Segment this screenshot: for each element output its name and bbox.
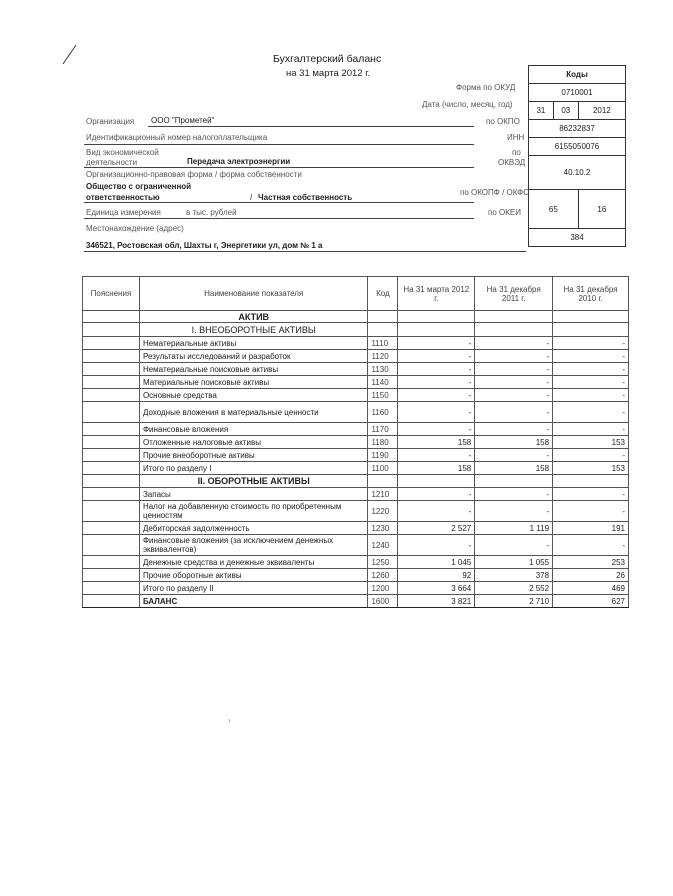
row-name: Итого по разделу I xyxy=(139,462,368,475)
okpo-value: 86232837 xyxy=(529,120,626,138)
empty-cell xyxy=(553,311,629,323)
notes-cell xyxy=(83,449,140,462)
col-header-notes: Пояснения xyxy=(83,277,140,311)
pen-mark xyxy=(60,42,80,66)
inn-label: ИНН xyxy=(507,133,525,142)
activity-value: Передача электроэнергии xyxy=(187,157,291,166)
col-header-2012: На 31 марта 2012 г. xyxy=(398,277,475,311)
row-name: Отложенные налоговые активы xyxy=(139,436,368,449)
okopf-value: 65 xyxy=(529,190,579,229)
value-2011: - xyxy=(475,350,553,363)
row-code: 1150 xyxy=(368,389,398,402)
value-2010: 153 xyxy=(553,462,629,475)
stray-mark: › xyxy=(228,716,231,725)
value-2012: 2 527 xyxy=(398,522,475,535)
value-2011: 2 552 xyxy=(475,582,553,595)
table-row xyxy=(83,595,629,608)
table-row xyxy=(83,522,629,535)
row-code: 1110 xyxy=(368,337,398,350)
row-code: 1240 xyxy=(368,535,398,556)
row-code: 1120 xyxy=(368,350,398,363)
value-2012: 1 045 xyxy=(398,556,475,569)
value-2010: - xyxy=(553,363,629,376)
row-name: Результаты исследований и разработок xyxy=(139,350,368,363)
table-row xyxy=(83,436,629,449)
inn-underline xyxy=(84,144,474,145)
row-code: 1220 xyxy=(368,501,398,522)
row-name: Итого по разделу II xyxy=(139,582,368,595)
value-2011: - xyxy=(475,363,553,376)
col-header-code: Код xyxy=(368,277,398,311)
org-name: ООО "Прометей" xyxy=(151,116,215,125)
notes-cell xyxy=(83,337,140,350)
table-row xyxy=(83,350,629,363)
value-2010: - xyxy=(553,376,629,389)
table-row xyxy=(83,501,629,522)
empty-cell xyxy=(368,323,398,337)
row-code: 1190 xyxy=(368,449,398,462)
row-name: Финансовые вложения xyxy=(139,423,368,436)
row-name: Нематериальные поисковые активы xyxy=(139,363,368,376)
table-row xyxy=(83,569,629,582)
okfs-value: 16 xyxy=(578,190,625,229)
date-year: 2012 xyxy=(578,102,625,120)
value-2010: 153 xyxy=(553,436,629,449)
notes-cell xyxy=(83,323,140,337)
notes-cell xyxy=(83,475,140,488)
section-1-heading-row xyxy=(83,323,629,337)
notes-cell xyxy=(83,350,140,363)
value-2012: - xyxy=(398,402,475,423)
value-2011: - xyxy=(475,423,553,436)
value-2011: 158 xyxy=(475,436,553,449)
empty-cell xyxy=(553,323,629,337)
okud-value: 0710001 xyxy=(529,84,626,102)
value-2012: - xyxy=(398,376,475,389)
value-2012: - xyxy=(398,423,475,436)
notes-cell xyxy=(83,423,140,436)
row-code: 1260 xyxy=(368,569,398,582)
value-2011: 378 xyxy=(475,569,553,582)
row-name: БАЛАНС xyxy=(139,595,368,608)
value-2011: - xyxy=(475,376,553,389)
table-row xyxy=(83,363,629,376)
notes-cell xyxy=(83,462,140,475)
row-code: 1180 xyxy=(368,436,398,449)
notes-cell xyxy=(83,501,140,522)
legal-form-line-1: Общество с ограниченной xyxy=(86,182,192,191)
row-code: 1100 xyxy=(368,462,398,475)
row-code: 1160 xyxy=(368,402,398,423)
notes-cell xyxy=(83,389,140,402)
row-code: 1230 xyxy=(368,522,398,535)
page-title: Бухгалтерский баланс xyxy=(273,53,382,65)
empty-cell xyxy=(553,475,629,488)
section-title: I. ВНЕОБОРОТНЫЕ АКТИВЫ xyxy=(139,323,368,337)
unit-label: Единица измерения xyxy=(86,208,161,217)
value-2011: - xyxy=(475,337,553,350)
table-row xyxy=(83,402,629,423)
section-title: АКТИВ xyxy=(139,311,368,323)
address-label: Местонахождение (адрес) xyxy=(86,224,184,233)
table-row xyxy=(83,462,629,475)
balance-table xyxy=(82,276,629,608)
notes-cell xyxy=(83,363,140,376)
notes-cell xyxy=(83,582,140,595)
table-row xyxy=(83,535,629,556)
empty-cell xyxy=(368,475,398,488)
notes-cell xyxy=(83,569,140,582)
okei-value: 384 xyxy=(529,229,626,247)
inn-value: 6155050076 xyxy=(529,138,626,156)
notes-cell xyxy=(83,595,140,608)
table-row xyxy=(83,582,629,595)
value-2012: 3 664 xyxy=(398,582,475,595)
okei-label: по ОКЕИ xyxy=(488,208,521,217)
org-label: Организация xyxy=(86,117,135,126)
row-code: 1250 xyxy=(368,556,398,569)
notes-cell xyxy=(83,311,140,323)
empty-cell xyxy=(398,475,475,488)
row-name: Денежные средства и денежные эквиваленты xyxy=(139,556,368,569)
codes-box xyxy=(528,65,626,247)
value-2012: - xyxy=(398,350,475,363)
value-2010: - xyxy=(553,535,629,556)
legal-form-label: Организационно-правовая форма / форма собственности xyxy=(86,170,302,179)
address-underline xyxy=(84,251,526,252)
value-2012: - xyxy=(398,535,475,556)
date-month: 03 xyxy=(553,102,578,120)
row-code: 1200 xyxy=(368,582,398,595)
value-2011: - xyxy=(475,488,553,501)
table-row xyxy=(83,449,629,462)
activity-label-1: Вид экономической xyxy=(86,148,159,157)
section-title: II. ОБОРОТНЫЕ АКТИВЫ xyxy=(139,475,368,488)
row-name: Прочие внеоборотные активы xyxy=(139,449,368,462)
ownership-separator: / xyxy=(250,193,253,202)
okud-label: Форма по ОКУД xyxy=(456,83,516,92)
okved-label-1: по xyxy=(512,148,521,157)
table-row xyxy=(83,389,629,402)
value-2011: 1 055 xyxy=(475,556,553,569)
okved-value: 40.10.2 xyxy=(529,156,626,190)
row-name: Материальные поисковые активы xyxy=(139,376,368,389)
empty-cell xyxy=(398,311,475,323)
value-2010: - xyxy=(553,350,629,363)
col-header-name: Наименование показателя xyxy=(139,277,368,311)
address-value: 346521, Ростовская обл, Шахты г, Энергетики ул, дом № 1 а xyxy=(86,241,323,250)
legal-form-line-2: ответственностью xyxy=(86,193,160,202)
legal-form-underline xyxy=(84,202,474,203)
unit-underline xyxy=(84,218,474,219)
empty-cell xyxy=(398,323,475,337)
value-2012: - xyxy=(398,488,475,501)
section-2-heading-row xyxy=(83,475,629,488)
table-row xyxy=(83,337,629,350)
value-2012: 158 xyxy=(398,462,475,475)
value-2010: - xyxy=(553,501,629,522)
value-2011: 158 xyxy=(475,462,553,475)
row-name: Дебиторская задолженность xyxy=(139,522,368,535)
value-2011: - xyxy=(475,389,553,402)
value-2011: - xyxy=(475,501,553,522)
row-code: 1600 xyxy=(368,595,398,608)
row-name: Доходные вложения в материальные ценности xyxy=(139,402,368,423)
value-2010: - xyxy=(553,423,629,436)
value-2012: 158 xyxy=(398,436,475,449)
row-name: Финансовые вложения (за исключением денежных эквивалентов) xyxy=(139,535,368,556)
notes-cell xyxy=(83,402,140,423)
value-2010: 469 xyxy=(553,582,629,595)
value-2010: - xyxy=(553,337,629,350)
notes-cell xyxy=(83,376,140,389)
value-2011: 2 710 xyxy=(475,595,553,608)
value-2010: 191 xyxy=(553,522,629,535)
date-label: Дата (число, месяц, год) xyxy=(422,100,513,109)
value-2012: 92 xyxy=(398,569,475,582)
table-row xyxy=(83,488,629,501)
ownership-value: Частная собственность xyxy=(258,193,353,202)
row-code: 1210 xyxy=(368,488,398,501)
value-2010: - xyxy=(553,402,629,423)
value-2012: - xyxy=(398,389,475,402)
okopf-label: по ОКОПФ / ОКФС xyxy=(460,188,529,197)
activity-underline xyxy=(84,167,474,168)
value-2012: - xyxy=(398,363,475,376)
table-row xyxy=(83,423,629,436)
row-name: Налог на добавленную стоимость по приобретенным ценностям xyxy=(139,501,368,522)
value-2011: - xyxy=(475,535,553,556)
row-code: 1140 xyxy=(368,376,398,389)
table-header-row xyxy=(83,277,629,311)
value-2010: 253 xyxy=(553,556,629,569)
value-2010: 26 xyxy=(553,569,629,582)
col-header-2011: На 31 декабря 2011 г. xyxy=(475,277,553,311)
value-2011: - xyxy=(475,449,553,462)
notes-cell xyxy=(83,488,140,501)
value-2010: - xyxy=(553,389,629,402)
row-code: 1130 xyxy=(368,363,398,376)
activity-label-2: деятельности xyxy=(86,158,138,167)
empty-cell xyxy=(368,311,398,323)
row-name: Запасы xyxy=(139,488,368,501)
notes-cell xyxy=(83,436,140,449)
empty-cell xyxy=(475,323,553,337)
value-2011: - xyxy=(475,402,553,423)
okved-label-2: ОКВЭД xyxy=(498,158,526,167)
notes-cell xyxy=(83,556,140,569)
aktiv-heading-row xyxy=(83,311,629,323)
codes-header: Коды xyxy=(529,66,626,84)
value-2010: - xyxy=(553,449,629,462)
row-code: 1170 xyxy=(368,423,398,436)
org-underline xyxy=(148,126,474,127)
value-2010: 627 xyxy=(553,595,629,608)
value-2012: - xyxy=(398,449,475,462)
value-2012: - xyxy=(398,337,475,350)
report-date: на 31 марта 2012 г. xyxy=(286,68,371,79)
row-name: Нематериальные активы xyxy=(139,337,368,350)
date-day: 31 xyxy=(529,102,554,120)
row-name: Основные средства xyxy=(139,389,368,402)
okpo-label: по ОКПО xyxy=(486,117,520,126)
empty-cell xyxy=(475,311,553,323)
notes-cell xyxy=(83,535,140,556)
notes-cell xyxy=(83,522,140,535)
table-row xyxy=(83,376,629,389)
value-2011: 1 119 xyxy=(475,522,553,535)
col-header-2010: На 31 декабря 2010 г. xyxy=(553,277,629,311)
empty-cell xyxy=(475,475,553,488)
value-2010: - xyxy=(553,488,629,501)
unit-value: в тыс. рублей xyxy=(186,208,237,217)
inn-description: Идентификационный номер налогоплательщика xyxy=(86,133,268,142)
row-name: Прочие оборотные активы xyxy=(139,569,368,582)
value-2012: 3 821 xyxy=(398,595,475,608)
table-row xyxy=(83,556,629,569)
value-2012: - xyxy=(398,501,475,522)
